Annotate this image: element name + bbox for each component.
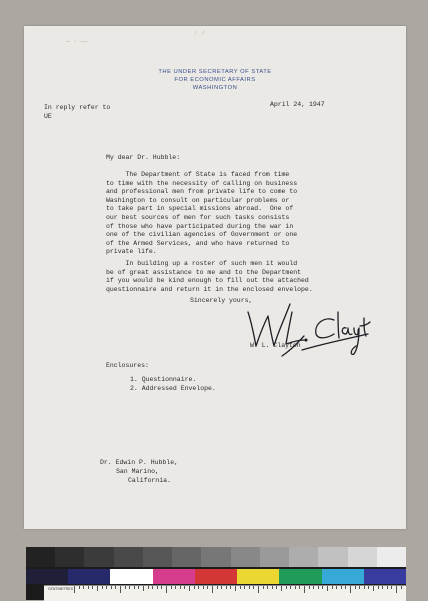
ruler-tick: [138, 586, 139, 589]
gray-patch: [377, 547, 406, 567]
ruler-tick: [387, 586, 388, 589]
letterhead-line-3: WASHINGTON: [192, 85, 238, 91]
ruler-tick: [244, 586, 245, 589]
letterhead-line-2: FOR ECONOMIC AFFAIRS: [174, 77, 256, 83]
ruler-tick: [263, 586, 264, 589]
body-line: In building up a roster of such men it would: [106, 260, 298, 267]
ruler-tick: [180, 586, 181, 589]
body-line: our best sources of men for such tasks consists: [106, 213, 290, 221]
ruler-tick: [327, 586, 328, 591]
ruler-tick: [258, 586, 259, 593]
color-patch: [153, 569, 195, 584]
letter-page: [24, 26, 406, 529]
ruler-tick: [299, 586, 300, 589]
body-line: The Department of State is faced from time: [106, 171, 290, 178]
ruler-tick: [240, 586, 241, 589]
body-line: one of the civilian agencies of Government or one: [106, 231, 298, 239]
ruler-tick: [313, 586, 314, 589]
ruler-tick: [226, 586, 227, 589]
body-line: Washington to consult on particular problems or: [106, 196, 290, 204]
ruler-tick: [79, 586, 80, 589]
gray-patch: [201, 547, 230, 567]
color-patch: [322, 569, 364, 584]
ruler-tick: [203, 586, 204, 589]
body-paragraph-1: [106, 171, 297, 257]
ruler-tick: [115, 586, 116, 589]
ruler-tick: [184, 586, 185, 589]
gray-patch: [318, 547, 347, 567]
gray-patch: [143, 547, 172, 567]
gray-patch: [231, 547, 260, 567]
body-line: and professional men from private life to come to: [106, 188, 298, 196]
ruler-tick: [253, 586, 254, 589]
addressee-line: Dr. Edwin P. Hubble,: [100, 459, 179, 466]
enclosure-item: 2. Addressed Envelope.: [130, 385, 216, 392]
ruler-tick: [92, 586, 93, 589]
pencil-tick: ⁄ /: [194, 30, 205, 37]
ruler-tick: [134, 586, 135, 589]
ruler-tick: [276, 586, 277, 589]
ruler-tick: [157, 586, 158, 589]
ruler-tick: [171, 586, 172, 589]
ruler-tick: [401, 586, 402, 589]
ruler-tick: [350, 586, 351, 593]
ruler-tick: [189, 586, 190, 591]
pencil-marks: — · ——: [66, 38, 88, 45]
ruler-tick: [97, 586, 98, 591]
ruler-tick: [382, 586, 383, 589]
ruler-tick: [249, 586, 250, 589]
gray-patch: [55, 547, 84, 567]
ruler-tick: [368, 586, 369, 589]
ruler-tick: [281, 586, 282, 591]
ruler-tick: [332, 586, 333, 589]
ruler-tick: [295, 586, 296, 589]
color-patch: [26, 569, 68, 584]
color-patch: [195, 569, 237, 584]
gray-patch: [84, 547, 113, 567]
ruler-tick: [286, 586, 287, 589]
ruler-tick: [304, 586, 305, 593]
ruler-tick: [341, 586, 342, 589]
reference-line-1: In reply refer to: [44, 104, 111, 111]
color-patch: [68, 569, 110, 584]
ruler-tick: [217, 586, 218, 589]
body-line: of those who have participated during the war in: [106, 222, 294, 230]
color-patch: [364, 569, 406, 584]
letterhead-line-1: THE UNDER SECRETARY OF STATE: [158, 69, 272, 75]
ruler-tick: [318, 586, 319, 589]
ruler-tick: [267, 586, 268, 589]
gray-patch: [172, 547, 201, 567]
letter-date: April 24, 1947: [270, 101, 325, 108]
body-line: to time with the necessity of calling on business: [106, 179, 298, 187]
color-patch: [237, 569, 279, 584]
ruler-tick: [106, 586, 107, 589]
ruler-tick: [148, 586, 149, 589]
body-line: of the Armed Services, and who have returned to: [106, 239, 290, 247]
ruler-tick: [194, 586, 195, 589]
ruler-tick: [212, 586, 213, 593]
body-line: to take part in special missions abroad. One of: [106, 205, 294, 213]
ruler-tick: [235, 586, 236, 591]
ruler-label: CENTIMETRES: [48, 587, 74, 591]
ruler-tick: [272, 586, 273, 589]
ruler-tick: [175, 586, 176, 589]
ruler-tick: [221, 586, 222, 589]
gray-patch: [260, 547, 289, 567]
color-patches: [26, 569, 406, 584]
body-line: be of great assistance to me and to the Department: [106, 268, 302, 276]
ruler-tick: [152, 586, 153, 589]
grayscale-patches: [26, 547, 406, 567]
color-patch: [110, 569, 152, 584]
gray-patch: [26, 547, 55, 567]
ruler-tick: [102, 586, 103, 589]
ruler-tick: [378, 586, 379, 589]
ruler-tick: [336, 586, 337, 589]
enclosure-item: 1. Questionnaire.: [130, 376, 197, 383]
ruler-tick: [355, 586, 356, 589]
ruler-tick: [396, 586, 397, 593]
closing: Sincerely yours,: [190, 297, 253, 304]
body-line: private life.: [106, 248, 157, 256]
ruler-tick: [391, 586, 392, 589]
ruler-tick: [83, 586, 84, 589]
ruler-tick: [120, 586, 121, 593]
gray-patch: [348, 547, 377, 567]
addressee-line: California.: [128, 477, 171, 484]
ruler-tick: [125, 586, 126, 589]
ruler-tick: [322, 586, 323, 589]
ruler-tick: [143, 586, 144, 591]
ruler-tick: [161, 586, 162, 589]
ruler-tick: [74, 586, 75, 593]
body-line: questionnaire and return it in the enclosed envelope.: [106, 285, 313, 293]
ruler-tick: [230, 586, 231, 589]
measurement-ruler: [44, 585, 406, 601]
signer-name: W. L. Clayton: [250, 342, 301, 349]
salutation: My dear Dr. Hubble:: [106, 154, 181, 161]
ruler-tick: [207, 586, 208, 589]
ruler-tick: [166, 586, 167, 593]
reference-line-2: UE: [44, 113, 52, 120]
ruler-tick: [290, 586, 291, 589]
color-patch: [279, 569, 321, 584]
ruler-tick: [373, 586, 374, 591]
body-line: if you would be kind enough to fill out the attached: [106, 277, 309, 285]
ruler-tick: [88, 586, 89, 589]
ruler-tick: [364, 586, 365, 589]
ruler-tick: [359, 586, 360, 589]
ruler-tick: [309, 586, 310, 589]
gray-patch: [114, 547, 143, 567]
ruler-tick: [345, 586, 346, 589]
ruler-tick: [198, 586, 199, 589]
letterhead: [24, 68, 406, 92]
addressee-line: San Marino,: [116, 468, 159, 475]
gray-patch: [289, 547, 318, 567]
ruler-tick: [111, 586, 112, 589]
ruler-tick: [129, 586, 130, 589]
enclosures-heading: Enclosures:: [106, 362, 149, 369]
